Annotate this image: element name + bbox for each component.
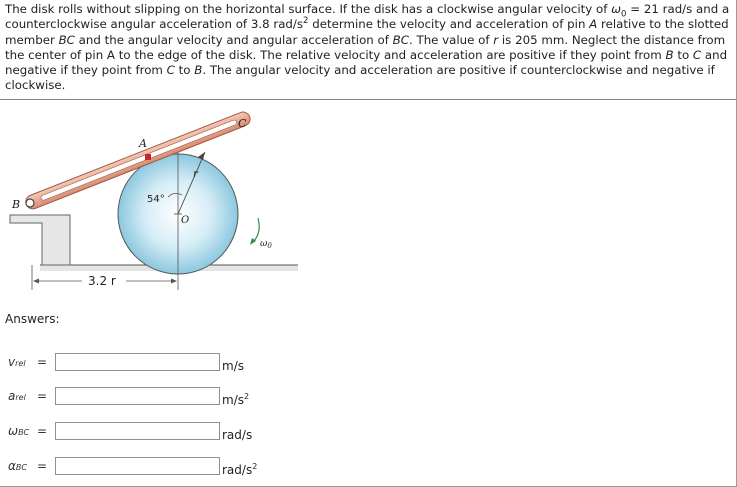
label-c: C xyxy=(238,117,247,130)
alpha-bc-input[interactable] xyxy=(55,457,220,475)
dim-label: 3.2 r xyxy=(88,274,116,288)
alpha-bc-unit: rad/$s^2$ xyxy=(222,462,258,477)
label-angle: 54° xyxy=(147,194,165,205)
label-omega0: $\omega_0$ xyxy=(260,239,272,250)
answer-row-alpha-bc xyxy=(0,457,300,479)
alpha-bc-label: αBC = xyxy=(8,459,48,473)
mechanism-figure xyxy=(0,105,310,295)
v-rel-input[interactable] xyxy=(55,353,220,371)
omega-bc-label: ωBC = xyxy=(8,424,48,438)
answer-row-omega-bc xyxy=(0,422,300,444)
dim-arrow-right xyxy=(171,279,177,284)
v-rel-unit: m/s xyxy=(222,359,244,373)
pin-b xyxy=(26,199,34,207)
label-o: O xyxy=(181,215,190,226)
omega-bc-unit: rad/s xyxy=(222,428,253,442)
answers-heading: Answers: xyxy=(5,312,60,326)
a-rel-unit: $m/s^2$ xyxy=(222,392,250,407)
omega-bc-input[interactable] xyxy=(55,422,220,440)
label-r: r xyxy=(193,169,198,180)
v-rel-label: vrel = xyxy=(8,355,48,369)
problem-statement: The disk rolls without slipping on the horizontal surface. If the disk has a clockwise angular velocity of $\omega_0 = 21$ rad/s and a counterclockwise angular acceleration of 3.8 rad/$s^2$ determine the velocity and acceleration of pin A relative to the slotted member BC and the angular velocity and angular acceleration of BC. The value of r is 205 mm. Neglect the distance from the center of pin A to the edge of the disk. The relative velocity and acceleration are positive if they point from B to C and negative if they point from C to B. The angular velocity and acceleration are positive if counterclockwise and negative if clockwise. xyxy=(5,2,730,93)
pin-a xyxy=(145,154,151,160)
answer-row-v-rel xyxy=(0,353,300,375)
answer-row-a-rel xyxy=(0,387,300,409)
a-rel-label: arel = xyxy=(8,389,48,403)
dim-arrow-left xyxy=(33,279,39,284)
label-b: B xyxy=(12,198,21,211)
a-rel-input[interactable] xyxy=(55,387,220,405)
label-a: A xyxy=(139,137,147,150)
section-divider xyxy=(0,99,736,100)
